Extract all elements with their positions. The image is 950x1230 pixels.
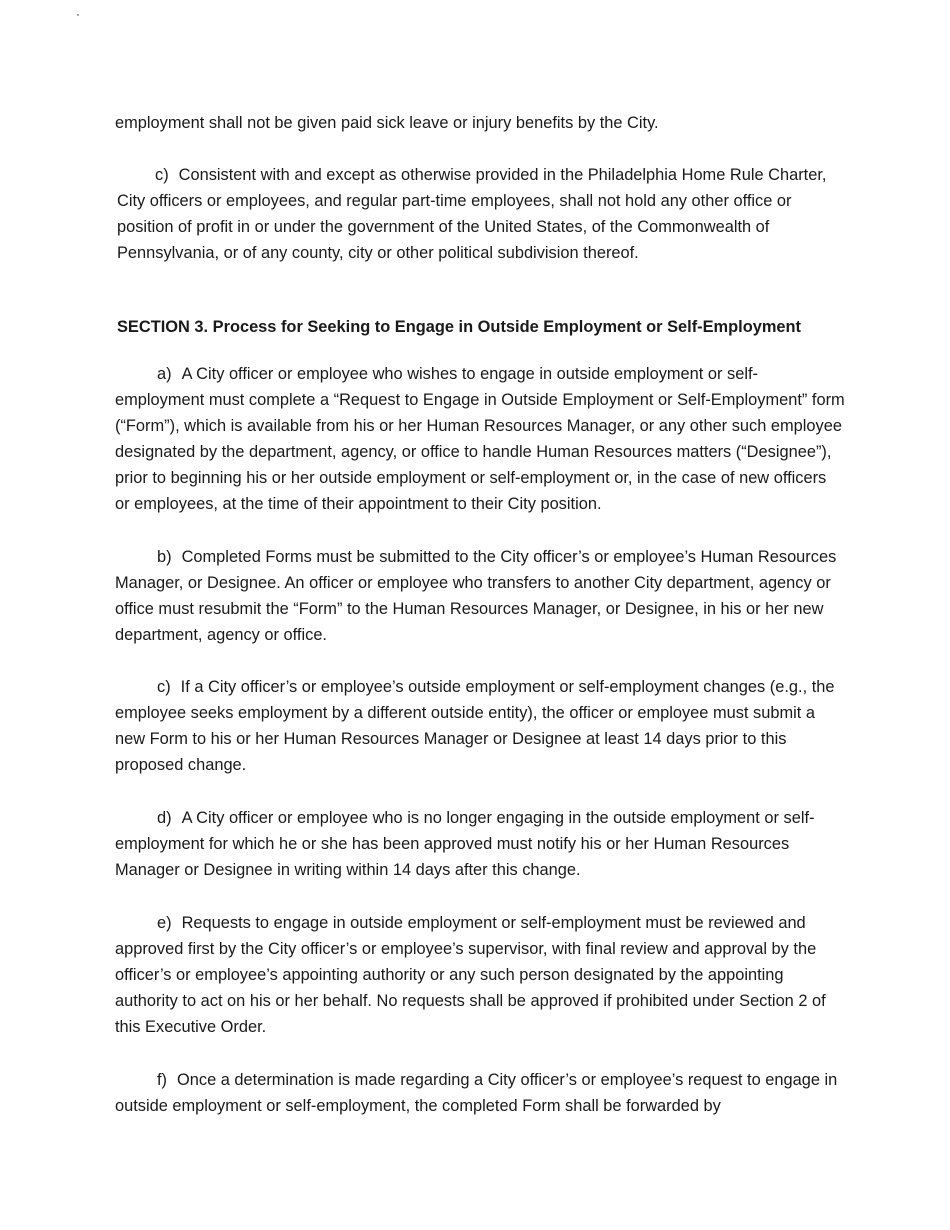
- intro-text: employment shall not be given paid sick leave or injury benefits by the City.: [115, 114, 659, 132]
- section3-item-a: [115, 361, 845, 517]
- item-label: e): [157, 914, 172, 932]
- item-text: Completed Forms must be submitted to the City officer’s or employee’s Human Resources Manager, or Designee. An officer or employee who transfers to another City department, agency or office must resubmit the “Form” to the Human Resources Manager, or Designee, in his or her new department, agency or office.: [115, 548, 837, 644]
- section3-item-e: [115, 910, 845, 1040]
- section3-heading: SECTION 3. Process for Seeking to Engage in Outside Employment or Self-Employment: [117, 318, 801, 336]
- section3-item-b: [115, 544, 845, 648]
- item-label: c): [155, 166, 169, 184]
- item-text: Consistent with and except as otherwise provided in the Philadelphia Home Rule Charter, City officers or employees, and regular part-time employees, shall not hold any other office or position of profit in or under the government of the United States, of the Commonwealth of Pennsylvania, or of any county, city or other political subdivision thereof.: [117, 166, 827, 262]
- item-label: a): [157, 365, 172, 383]
- item-text: If a City officer’s or employee’s outside employment or self-employment changes (e.g., the employee seeks employment by a different outside entity), the officer or employee must submit a new Form to his or her Human Resources Manager or Designee at least 14 days prior to this proposed change.: [115, 678, 835, 774]
- item-label: f): [157, 1071, 168, 1089]
- item-label: b): [157, 548, 172, 566]
- section3-item-d: [115, 805, 845, 883]
- item-text: Requests to engage in outside employment or self-employment must be reviewed and approved first by the City officer’s or employee’s supervisor, with final review and approval by the officer’s or employee’s appointing authority or any such person designated by the appointing authority to act on his or her behalf. No requests shall be approved if prohibited under Section 2 of this Executive Order.: [115, 914, 826, 1036]
- item-text: A City officer or employee who wishes to engage in outside employment or self-employment must complete a “Request to Engage in Outside Employment or Self-Employment” form (“Form”), which is available from his or her Human Resources Manager, or any other such employee designated by the department, agency, or office to handle Human Resources matters (“Designee”), prior to beginning his or her outside employment or self-employment or, in the case of new officers or employees, at the time of their appointment to their City position.: [115, 365, 845, 513]
- item-text: Once a determination is made regarding a City officer’s or employee’s request to engage in outside employment or self-employment, the completed Form shall be forwarded by: [115, 1071, 838, 1115]
- section2-item-c: [117, 162, 847, 266]
- item-label: c): [157, 678, 171, 696]
- scan-speck: [77, 14, 79, 16]
- section3-item-c: [115, 674, 845, 778]
- item-text: A City officer or employee who is no longer engaging in the outside employment or self-employment for which he or she has been approved must notify his or her Human Resources Manager or Designee in writing within 14 days after this change.: [115, 809, 815, 879]
- item-label: d): [157, 809, 172, 827]
- section3-item-f: [115, 1067, 845, 1119]
- intro-paragraph: [115, 110, 845, 136]
